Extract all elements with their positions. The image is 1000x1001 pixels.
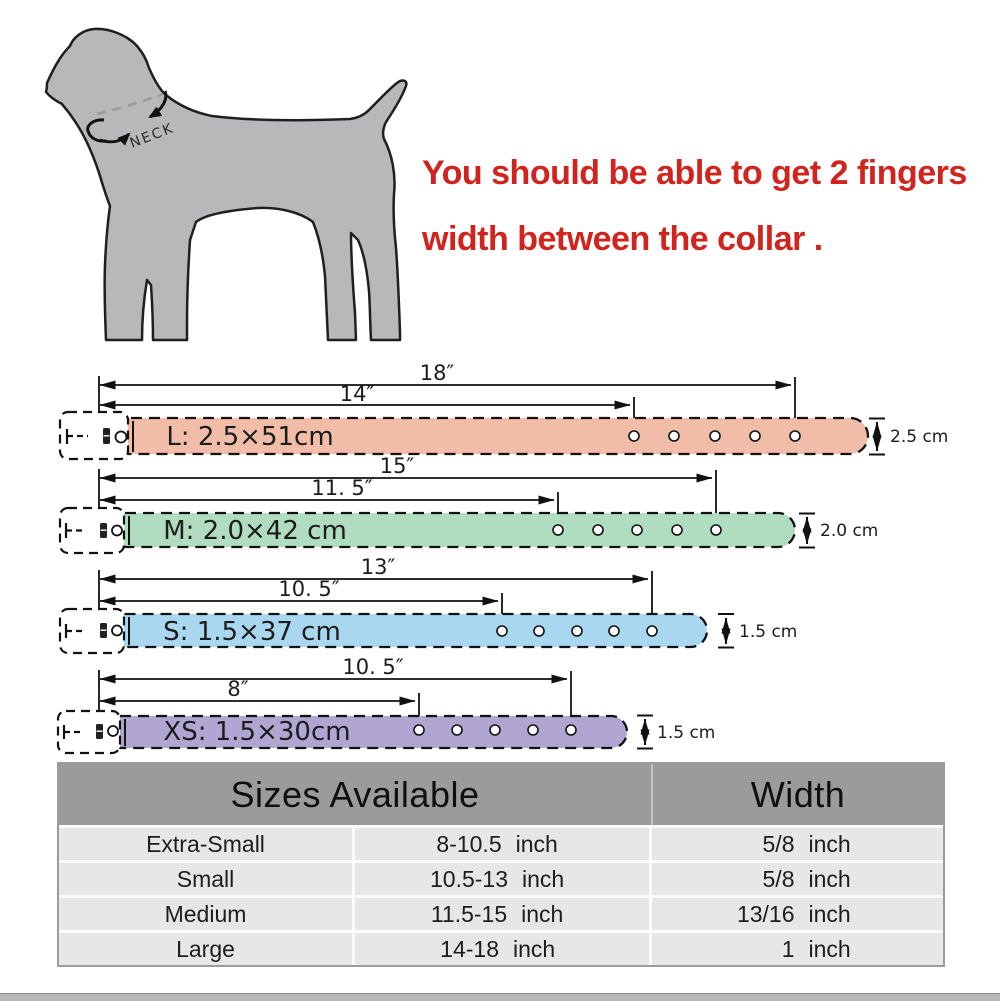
dim-label-first-hole: 10. 5″ [278, 577, 340, 601]
neck-range-value: 14-18 [440, 935, 499, 962]
dog-silhouette [46, 29, 406, 340]
header-width: Width [750, 773, 846, 815]
width-value: 5/8 [762, 830, 795, 857]
width-unit: inch [808, 830, 851, 857]
collar-row-M [60, 454, 878, 553]
neck-range-unit: inch [522, 865, 565, 892]
size-name: Large [59, 933, 352, 965]
dim-label-first-hole: 8″ [227, 677, 249, 701]
collar-label-XS: XS: 1.5×30cm [163, 717, 351, 747]
width-indicator-L [869, 419, 885, 455]
width-cell [652, 898, 943, 930]
collar-label-M: M: 2.0×42 cm [163, 516, 347, 546]
collar-label-L: L: 2.5×51cm [166, 422, 334, 452]
neck-range-value: 11.5-15 [430, 900, 508, 927]
width-label-L: 2.5 cm [890, 427, 949, 447]
width-unit: inch [808, 935, 851, 962]
dim-label-total: 18″ [419, 361, 455, 385]
fit-instruction [422, 156, 1000, 256]
collar-buckle-M [60, 508, 129, 553]
width-value: 5/8 [762, 865, 795, 892]
neck-range-value: 10.5-13 [429, 865, 508, 892]
table-row-extra-small [59, 825, 943, 860]
collar-row-L [60, 361, 948, 459]
collar-label-S: S: 1.5×37 cm [163, 617, 341, 647]
neck-label: NECK [127, 120, 177, 152]
size-name: Medium [59, 898, 352, 930]
table-row-small [59, 860, 943, 895]
dim-label-first-hole: 11. 5″ [311, 476, 373, 500]
neck-range-unit: inch [515, 830, 558, 857]
size-table-header [59, 764, 943, 825]
neck-range-value: 8-10.5 [436, 830, 502, 857]
collar-buckle-S [60, 609, 129, 653]
neck-range [355, 863, 649, 895]
width-unit: inch [808, 900, 851, 927]
width-cell [652, 828, 943, 860]
width-cell [652, 933, 943, 965]
table-row-large [59, 930, 943, 965]
width-label-XS: 1.5 cm [657, 723, 716, 743]
collar-row-S [60, 555, 797, 653]
neck-range-unit: inch [513, 935, 556, 962]
width-indicator-S [718, 614, 734, 648]
collar-buckle-L [60, 412, 133, 459]
size-table [57, 762, 945, 967]
dim-label-total: 13″ [360, 555, 396, 579]
width-indicator-M [799, 514, 815, 548]
table-row-medium [59, 895, 943, 930]
dim-label-total: 10. 5″ [342, 655, 404, 679]
width-label-M: 2.0 cm [820, 521, 879, 541]
collar-row-XS [58, 655, 715, 753]
neck-range [355, 933, 649, 965]
fit-instruction-line2: width between the collar . [422, 220, 823, 258]
size-name: Extra-Small [59, 828, 352, 860]
width-unit: inch [808, 865, 851, 892]
neck-range [355, 828, 649, 860]
width-label-S: 1.5 cm [739, 622, 798, 642]
dim-label-total: 15″ [379, 454, 415, 478]
collar-buckle-XS [58, 711, 125, 753]
width-indicator-XS [637, 716, 653, 749]
fit-instruction-line1: You should be able to get 2 fingers [422, 154, 967, 192]
neck-range-unit: inch [521, 900, 564, 927]
size-name: Small [59, 863, 352, 895]
width-value: 13/16 [736, 900, 795, 927]
dim-label-first-hole: 14″ [339, 382, 375, 406]
neck-range [355, 898, 649, 930]
width-cell [652, 863, 943, 895]
width-value: 1 [781, 935, 795, 962]
dog-body [46, 29, 406, 340]
header-sizes-available: Sizes Available [59, 764, 653, 825]
